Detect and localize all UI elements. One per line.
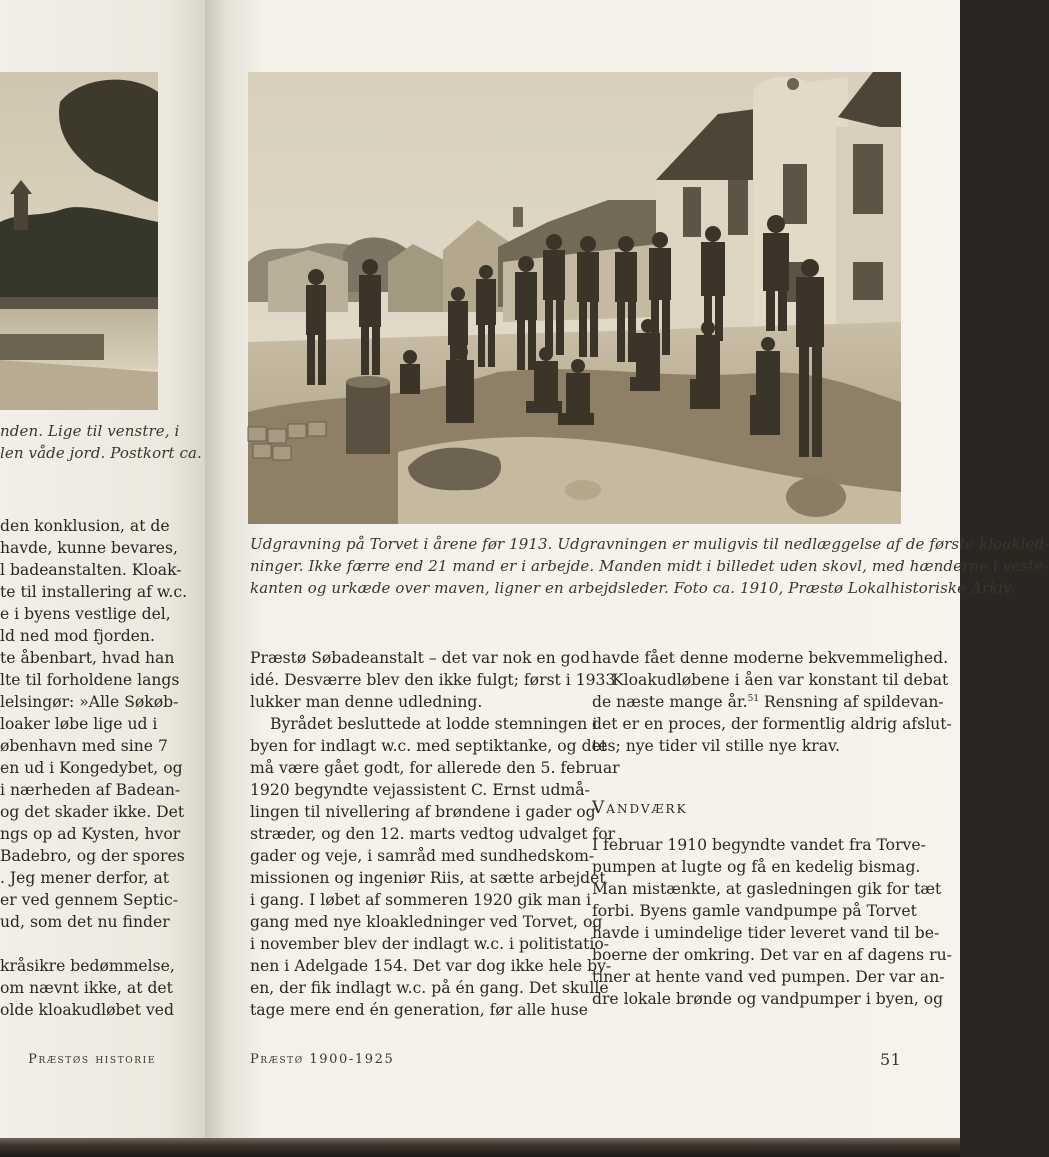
book-bottom-edge (0, 1138, 960, 1157)
left-page-text (0, 515, 188, 1021)
text-line: ld ned mod fjorden. (0, 627, 155, 645)
text-line: gader og veje, i samråd med sundhedskom- (250, 847, 595, 865)
text-line: er ved gennem Septic- (0, 891, 179, 909)
text-line: tage mere end én generation, før alle huse (250, 1001, 588, 1019)
right-running-footer: Præstø 1900-1925 (250, 1052, 395, 1067)
text-line: te til installering af w.c. (0, 583, 188, 601)
text-line: olde kloakudløbet ved (0, 1001, 174, 1019)
text-line: lte til forholdene langs (0, 671, 180, 689)
text-line: forbi. Byens gamle vandpumpe på Torvet (592, 902, 917, 920)
text-line: boerne der omkring. Det var en af dagens ru- (592, 946, 952, 964)
text-line: de næste mange år.$^{51}$ Rensning af spildevan- (592, 693, 944, 711)
right-page-column-2 (592, 647, 952, 757)
text-line: Badebro, og der spores (0, 847, 185, 865)
text-line: det er en proces, der formentlig aldrig afslut- (592, 715, 952, 733)
text-line: . Jeg mener derfor, at (0, 869, 170, 887)
footnote-reference[interactable]: 51 (747, 693, 760, 704)
text-line: tes; nye tider vil stille nye krav. (592, 737, 840, 755)
text-line: ngs op ad Kysten, hvor (0, 825, 181, 843)
text-line: 1920 begyndte vejassistent C. Ernst udmå- (250, 781, 590, 799)
text-line: Man mistænkte, at gasledningen gik for tæt (592, 880, 942, 898)
text-line: idé. Desværre blev den ikke fulgt; først i 1933 (250, 671, 616, 689)
left-running-footer: Præstøs historie (28, 1052, 156, 1067)
text-line: Kloakudløbene i åen var konstant til debat (612, 671, 949, 689)
text-line: tiner at hente vand ved pumpen. Der var an- (592, 968, 945, 986)
text-line: missionen og ingeniør Riis, at sætte arbejdet (250, 869, 606, 887)
text-line: i gang. I løbet af sommeren 1920 gik man i (250, 891, 592, 909)
text-line: nen i Adelgade 154. Det var dog ikke hele by- (250, 957, 612, 975)
text-line: Præstø Søbadeanstalt – det var nok en god (250, 649, 591, 667)
text-line: kråsikre bedømmelse, (0, 957, 175, 975)
text-line: den konklusion, at de (0, 517, 170, 535)
postcard-photo (0, 72, 158, 410)
text-line: e i byens vestlige del, (0, 605, 171, 623)
section-heading: Vandværk (592, 798, 688, 818)
text-line: øbenhavn med sine 7 (0, 737, 168, 755)
text-line: gang med nye kloakledninger ved Torvet, og (250, 913, 603, 931)
right-page-column-1 (250, 647, 620, 1021)
text-line: ud, som det nu finder (0, 913, 170, 931)
text-line: pumpen at lugte og få en kedelig bismag. (592, 858, 921, 876)
text-line: loaker løbe lige ud i (0, 715, 158, 733)
right-page-column-2-section (592, 834, 952, 1010)
text-line: lelsingør: »Alle Søkøb- (0, 693, 179, 711)
text-line: lingen til nivellering af brøndene i gader og (250, 803, 596, 821)
text-line: en ud i Kongedybet, og (0, 759, 183, 777)
text-line: en, der fik indlagt w.c. på én gang. Det skulle (250, 979, 609, 997)
text-line: i november blev der indlagt w.c. i politistatio- (250, 935, 610, 953)
text-line: byen for indlagt w.c. med septiktanke, og det (250, 737, 608, 755)
text-line: og det skader ikke. Det (0, 803, 185, 821)
text-line: te åbenbart, hvad han (0, 649, 175, 667)
text-line: I februar 1910 begyndte vandet fra Torve- (592, 836, 926, 854)
text-line: l badeanstalten. Kloak- (0, 561, 182, 579)
page-number: 51 (880, 1050, 902, 1069)
text-line-blank (0, 933, 157, 955)
main-photo-caption: Udgravning på Torvet i årene før 1913. Udgravningen er muligvis til nedlæggelse af de første kloakled- ninger. Ikke færre end 21 mand er i arbejde. Manden midt i billedet uden skovl, med hænderne i veste- kanten og urkæde over maven, ligner en arbejdsleder. Foto ca. 1910, Præstø Lokalhistoriske Arkiv. (250, 535, 1049, 597)
text-line: havde i umindelige tider leveret vand til be- (592, 924, 940, 942)
text-line: må være gået godt, for allerede den 5. februar (250, 759, 620, 777)
text-line: Byrådet besluttede at lodde stemningen i (270, 715, 598, 733)
text-line: dre lokale brønde og vandpumper i byen, og (592, 990, 944, 1008)
text-line: stræder, og den 12. marts vedtog udvalget for (250, 825, 616, 843)
left-photo-caption: nden. Lige til venstre, i len våde jord. Postkort ca. (0, 422, 202, 462)
text-line: havde fået denne moderne bekvemmelighed. (592, 649, 949, 667)
text-line: havde, kunne bevares, (0, 539, 178, 557)
text-line: lukker man denne udledning. (250, 693, 483, 711)
excavation-photo (248, 72, 901, 524)
text-line: om nævnt ikke, at det (0, 979, 173, 997)
text-line: i nærheden af Badean- (0, 781, 181, 799)
